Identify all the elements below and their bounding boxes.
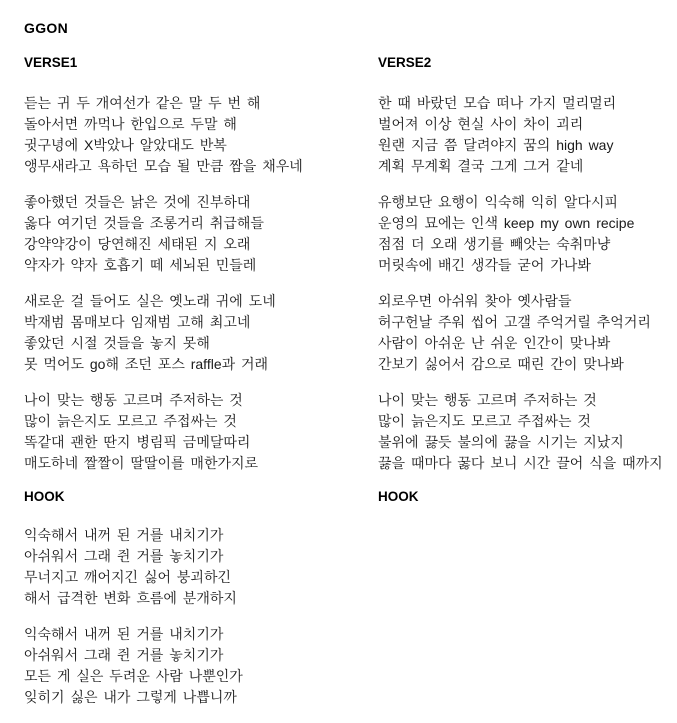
lyric-line: 많이 늙은지도 모르고 주접싸는 것: [378, 413, 591, 429]
lyric-line: 못 먹어도 go해 조던 포스 raffle과 거래: [24, 356, 269, 372]
verse1-column: [24, 55, 369, 723]
lyric-line: 듣는 귀 두 개여선가 같은 말 두 번 해: [24, 95, 261, 111]
lyric-line: 많이 늙은지도 모르고 주접싸는 것: [24, 413, 237, 429]
lyric-line: 약자가 약자 호흡기 떼 세뇌된 민들레: [24, 257, 257, 273]
lyric-line: 끓을 때마다 꿇다 보니 시간 끌어 식을 때까지: [378, 455, 663, 471]
section-header-hook-right: HOOK: [378, 489, 419, 504]
lyric-line: 나이 맞는 행동 고르며 주저하는 것: [378, 392, 597, 408]
lyric-line: 강약약강이 당연해진 세태된 지 오래: [24, 236, 251, 252]
section-header-hook-left: HOOK: [24, 489, 65, 504]
lyric-line: 모든 게 실은 두려운 사람 나뿐인가: [24, 668, 243, 684]
lyric-line: 앵무새라고 욕하던 모습 될 만큼 짬을 채우네: [24, 158, 303, 174]
lyric-stanza: [24, 93, 369, 177]
lyric-stanza: [24, 192, 369, 276]
lyric-line: 익숙해서 내꺼 된 거를 내치기가: [24, 626, 224, 642]
lyric-line: 운영의 묘에는 인색 keep my own recipe: [378, 215, 635, 231]
lyric-stanza: [378, 93, 673, 177]
lyric-line: 유행보단 요행이 익숙해 익히 알다시피: [378, 194, 618, 210]
lyric-line: 옳다 여기던 것들을 조롱거리 취급해들: [24, 215, 264, 231]
lyric-line: 아쉬워서 그래 쥔 거를 놓치기가: [24, 647, 224, 663]
section-header-verse1: VERSE1: [24, 55, 78, 70]
lyric-line: 잊히기 싫은 내가 그렇게 나쁩니까: [24, 689, 237, 705]
lyric-line: 머릿속에 배긴 생각들 굳어 가나봐: [378, 257, 591, 273]
lyric-line: 벌어져 이상 현실 사이 차이 괴리: [378, 116, 584, 132]
lyric-line: 돌아서면 까먹나 한입으로 두말 해: [24, 116, 237, 132]
lyric-line: 아쉬워서 그래 쥔 거를 놓치기가: [24, 548, 224, 564]
lyric-line: 점점 더 오래 생기를 빼앗는 숙취마냥: [378, 236, 611, 252]
lyric-line: 좋았던 시절 것들을 놓지 못해: [24, 335, 210, 351]
lyric-line: 똑같대 괜한 딴지 병림픽 금메달따리: [24, 434, 251, 450]
lyric-line: 불위에 끓듯 불의에 끓을 시기는 지났지: [378, 434, 624, 450]
section-header-verse2: VERSE2: [378, 55, 432, 70]
lyric-line: 매도하네 짤짤이 딸딸이를 매한가지로: [24, 455, 259, 471]
lyric-line: 계획 무계획 결국 그게 그거 같네: [378, 158, 584, 174]
lyric-line: 귓구녕에 X박았나 알았대도 반복: [24, 137, 227, 153]
lyric-stanza: [24, 291, 369, 375]
lyric-stanza: [378, 291, 673, 375]
verse2-column: [378, 55, 673, 525]
lyric-line: 새로운 걸 들어도 실은 옛노래 귀에 도네: [24, 293, 276, 309]
lyric-stanza: [378, 192, 673, 276]
lyric-line: 무너지고 깨어지긴 싫어 붕괴하긴: [24, 569, 232, 585]
lyric-line: 해서 급격한 변화 흐름에 분개하지: [24, 590, 237, 606]
lyric-line: 원랜 지금 쯤 달려야지 꿈의 high way: [378, 137, 614, 153]
lyric-line: 사람이 아쉬운 난 쉬운 인간이 맞나봐: [378, 335, 611, 351]
lyric-stanza: [378, 390, 673, 474]
lyric-line: 허구헌날 주워 씹어 고갤 주억거릴 추억거리: [378, 314, 651, 330]
lyric-line: 외로우면 아쉬워 찾아 옛사람들: [378, 293, 572, 309]
lyric-line: 익숙해서 내꺼 된 거를 내치기가: [24, 527, 224, 543]
lyric-line: 한 때 바랐던 모습 떠나 가지 멀리멀리: [378, 95, 617, 111]
song-title: GGON: [24, 20, 68, 36]
lyric-line: 좋아했던 것들은 낡은 것에 진부하대: [24, 194, 251, 210]
lyric-line: 박재범 몸매보다 임재범 고해 최고네: [24, 314, 251, 330]
lyric-line: 나이 맞는 행동 고르며 주저하는 것: [24, 392, 243, 408]
lyric-stanza: [24, 390, 369, 474]
lyric-stanza: [24, 624, 369, 708]
lyric-line: 간보기 싫어서 감으로 때린 간이 맞나봐: [378, 356, 624, 372]
lyric-stanza: [24, 525, 369, 609]
